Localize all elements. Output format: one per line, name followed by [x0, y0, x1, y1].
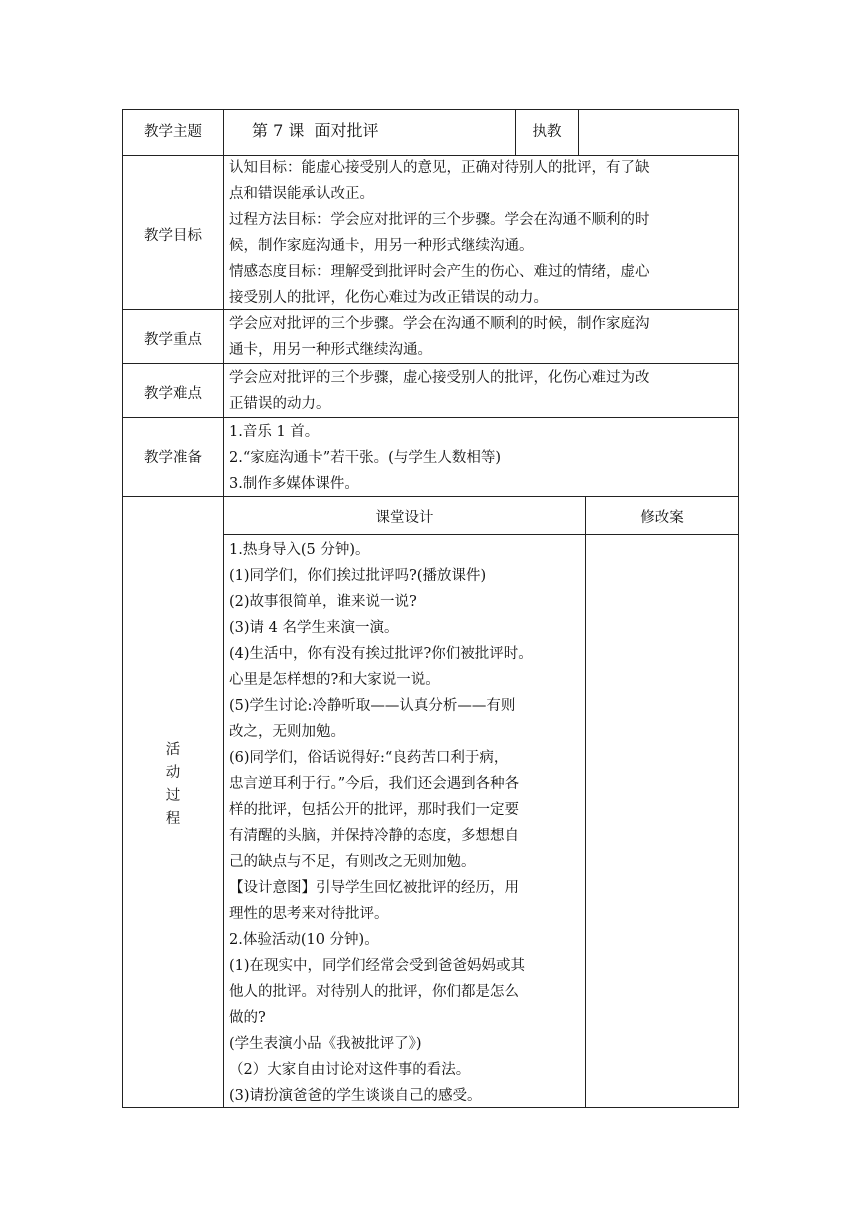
objective-process-cont: 候，制作家庭沟通卡，用另一种形式继续沟通。: [229, 238, 534, 254]
header-column-divider: [578, 109, 579, 155]
row-divider: [122, 363, 739, 364]
key-points-content: [229, 311, 734, 363]
revision-content: [590, 537, 734, 1097]
preparation-item: 3.制作多媒体课件。: [229, 476, 359, 492]
difficulties-content: [229, 365, 734, 417]
activity-line: (3)请 4 名学生来演一演。: [229, 620, 399, 636]
preparation-item: 2.“家庭沟通卡”若干张。(与学生人数相等): [229, 450, 501, 466]
row-divider: [122, 417, 739, 418]
activity-line: （2）大家自由讨论对这件事的看法。: [229, 1062, 471, 1078]
activity-line: 心里是怎样想的?和大家说一说。: [229, 672, 440, 688]
revision-header: 修改案: [640, 510, 684, 526]
activity-line: 2.体验活动(10 分钟)。: [229, 932, 379, 948]
revision-column-divider: [585, 496, 586, 1108]
activity-line: 改之，无则加勉。: [229, 724, 345, 740]
activity-line: (2)故事很简单，谁来说一说?: [229, 594, 417, 610]
activity-line: 己的缺点与不足，有则改之无则加勉。: [229, 854, 476, 870]
objective-emotion-cont: 接受别人的批评，化伤心难过为改正错误的动力。: [229, 290, 548, 306]
key-points-label: 教学重点: [144, 332, 202, 348]
label-column-divider: [223, 109, 224, 1108]
difficulties-line: 学会应对批评的三个步骤，虚心接受别人的批评，化伤心难过为改: [229, 370, 650, 386]
activity-design-content: [229, 537, 582, 1109]
activity-line: 样的批评，包括公开的批评，那时我们一定要: [229, 802, 519, 818]
table-border-right: [738, 109, 739, 1108]
activity-line: 【设计意图】引导学生回忆被批评的经历，用: [229, 880, 519, 896]
activity-label-char: 过: [165, 788, 181, 804]
objective-emotion: 情感态度目标：理解受到批评时会产生的伤心、难过的情绪，虚心: [229, 264, 650, 280]
objective-cognitive-cont: 点和错误能承认改正。: [229, 186, 374, 202]
topic-value: 第 7 课 面对批评: [252, 121, 379, 140]
activity-label-char: 活: [165, 742, 181, 758]
teacher-label: 执教: [532, 124, 562, 140]
key-points-line: 学会应对批评的三个步骤。学会在沟通不顺利的时候，制作家庭沟: [229, 316, 650, 332]
activity-line: 做的?: [229, 1010, 266, 1026]
activity-line: (学生表演小品《我被批评了》): [229, 1036, 422, 1052]
activity-line: (5)学生讨论:冷静听取——认真分析——有则: [229, 698, 516, 714]
activity-line: (4)生活中，你有没有挨过批评?你们被批评时。: [229, 646, 533, 662]
table-border-top: [122, 109, 739, 110]
objectives-content: [229, 155, 734, 311]
topic-label: 教学主题: [144, 124, 202, 140]
activity-line: (6)同学们，俗话说得好:“良药苦口利于病，: [229, 750, 509, 766]
subheader-divider: [223, 534, 739, 535]
objective-cognitive: 认知目标：能虚心接受别人的意见，正确对待别人的批评，有了缺: [229, 160, 650, 176]
difficulties-line: 正错误的动力。: [229, 396, 331, 412]
activity-line: 忠言逆耳利于行。”今后，我们还会遇到各种各: [229, 776, 520, 792]
activity-line: (1)同学们，你们挨过批评吗?(播放课件): [229, 568, 487, 584]
difficulties-label: 教学难点: [144, 386, 202, 402]
activity-line: (3)请扮演爸爸的学生谈谈自己的感受。: [229, 1088, 482, 1104]
objective-process: 过程方法目标：学会应对批评的三个步骤。学会在沟通不顺利的时: [229, 212, 650, 228]
objectives-label: 教学目标: [144, 228, 202, 244]
activity-label-char: 程: [165, 811, 181, 827]
activity-line: (1)在现实中，同学们经常会受到爸爸妈妈或其: [229, 958, 526, 974]
activity-line: 有清醒的头脑，并保持冷静的态度，多想想自: [229, 828, 519, 844]
design-header: 课堂设计: [375, 510, 434, 526]
preparation-item: 1.音乐 1 首。: [229, 424, 320, 440]
activity-line: 他人的批评。对待别人的批评，你们都是怎么: [229, 984, 519, 1000]
activity-line: 理性的思考来对待批评。: [229, 906, 389, 922]
activity-label: [123, 739, 223, 831]
preparation-label: 教学准备: [144, 450, 202, 466]
key-points-line: 通卡，用另一种形式继续沟通。: [229, 342, 432, 358]
activity-line: 1.热身导入(5 分钟)。: [229, 542, 370, 558]
preparation-content: [229, 419, 734, 497]
lesson-plan-table: [122, 109, 739, 1108]
activity-label-char: 动: [165, 765, 181, 781]
table-border-left: [122, 109, 123, 1108]
